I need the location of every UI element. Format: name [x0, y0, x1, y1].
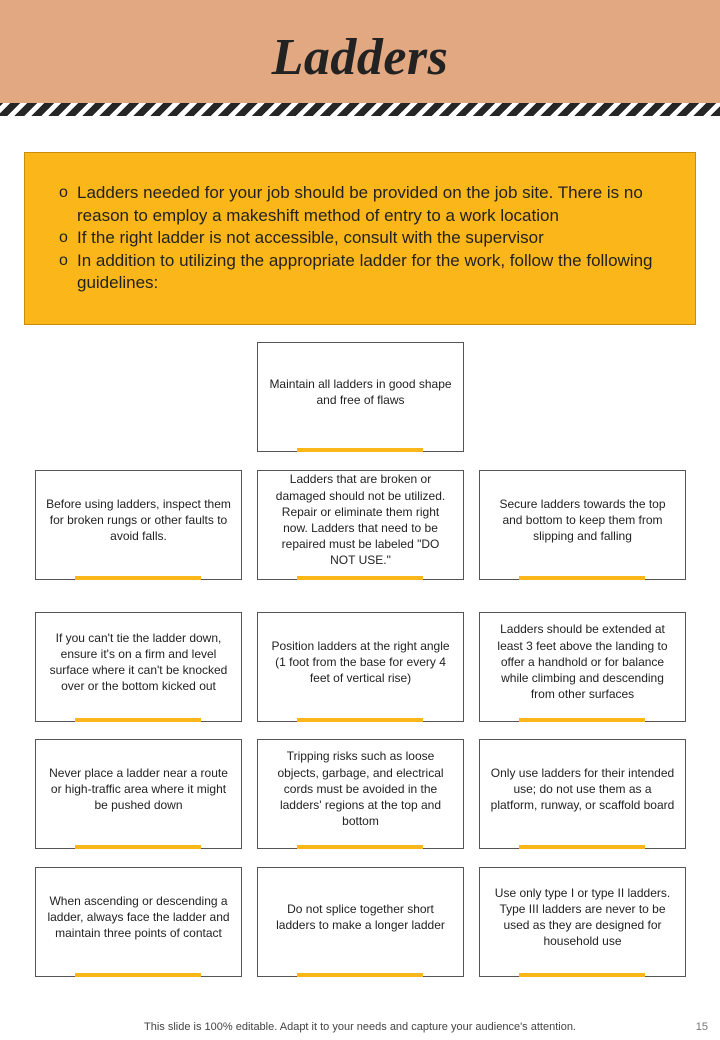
hazard-stripe [0, 103, 720, 116]
guideline-text: Never place a ladder near a route or high-traffic area where it might be pushed down [49, 765, 228, 813]
guideline-card [35, 470, 242, 580]
guideline-text: Use only type I or type II ladders. Type III ladders are never to be used as they are designed for household use [494, 885, 671, 949]
guideline-card [35, 612, 242, 722]
guideline-card [479, 739, 686, 849]
accent-bar [519, 973, 645, 977]
guideline-card [257, 342, 464, 452]
intro-bullet: o If the right ladder is not accessible, consult with the supervisor [77, 227, 665, 250]
accent-bar [297, 973, 423, 977]
guideline-text: Secure ladders towards the top and bottom to keep them from slipping and falling [499, 496, 666, 544]
guideline-card [257, 867, 464, 977]
accent-bar [519, 845, 645, 849]
page-number: 15 [695, 1021, 708, 1033]
guideline-text: Position ladders at the right angle (1 foot from the base for every 4 feet of vertical rise) [271, 638, 450, 686]
guideline-card [257, 470, 464, 580]
header-band [0, 0, 720, 103]
guideline-text: If you can't tie the ladder down, ensure it's on a firm and level surface where it can't be knocked over or the bottom kicked out [49, 630, 228, 694]
guideline-text: Ladders that are broken or damaged should not be utilized. Repair or eliminate them right now. Ladders that need to be repaired must be labeled "DO NOT USE." [275, 472, 446, 568]
guideline-card [257, 739, 464, 849]
guideline-card [35, 867, 242, 977]
guideline-text: Do not splice together short ladders to make a longer ladder [276, 901, 445, 932]
guideline-text: Ladders should be extended at least 3 feet above the landing to offer a handhold or for balance while climbing and descending from other surfaces [497, 622, 668, 702]
guideline-card [35, 739, 242, 849]
accent-bar [519, 576, 645, 580]
guideline-card [257, 612, 464, 722]
intro-list [25, 153, 695, 295]
accent-bar [75, 576, 201, 580]
intro-box [24, 152, 696, 325]
guideline-card [479, 867, 686, 977]
accent-bar [75, 718, 201, 722]
guideline-text: Only use ladders for their intended use; do not use them as a platform, runway, or scaffold board [490, 765, 675, 813]
footer-note: This slide is 100% editable. Adapt it to your needs and capture your audience's attention. [144, 1021, 576, 1033]
guideline-text: Before using ladders, inspect them for broken rungs or other faults to avoid falls. [46, 496, 231, 544]
accent-bar [297, 845, 423, 849]
accent-bar [297, 718, 423, 722]
guideline-card [479, 470, 686, 580]
guideline-card [479, 612, 686, 722]
intro-bullet: o Ladders needed for your job should be provided on the job site. There is no reason to employ a makeshift method of entry to a work location [77, 182, 665, 227]
accent-bar [297, 576, 423, 580]
accent-bar [519, 718, 645, 722]
intro-bullet: o In addition to utilizing the appropriate ladder for the work, follow the following guidelines: [77, 250, 665, 295]
guideline-text: Tripping risks such as loose objects, garbage, and electrical cords must be avoided in the ladders' regions at the top and bottom [277, 749, 444, 829]
accent-bar [297, 448, 423, 452]
accent-bar [75, 845, 201, 849]
page-title: Ladders [271, 29, 449, 86]
guideline-text: When ascending or descending a ladder, always face the ladder and maintain three points of contact [47, 893, 230, 941]
accent-bar [75, 973, 201, 977]
guideline-text: Maintain all ladders in good shape and free of flaws [269, 376, 452, 407]
